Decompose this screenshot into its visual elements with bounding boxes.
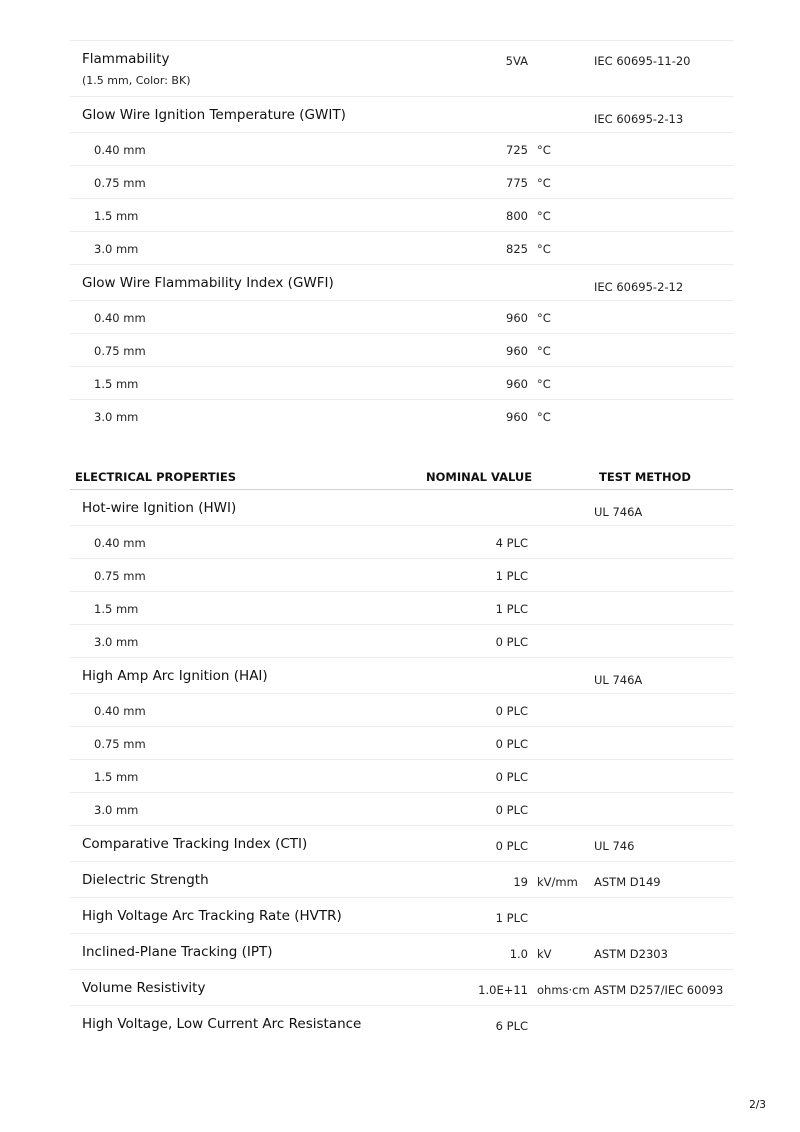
page-number: 2/3 <box>749 1099 766 1111</box>
hai-row <box>70 658 733 694</box>
property-name: Glow Wire Ignition Temperature (GWIT) <box>82 107 346 123</box>
nominal-value: 0 PLC <box>495 635 528 649</box>
hwi-subrow <box>70 625 733 658</box>
value-unit: °C <box>537 143 551 157</box>
gwit-subrow <box>70 166 733 199</box>
hai-subrow <box>70 760 733 793</box>
electrical-section-header <box>70 462 733 490</box>
value-unit: °C <box>537 209 551 223</box>
test-method: IEC 60695-11-20 <box>594 54 691 68</box>
nominal-value: 800 <box>506 209 528 223</box>
thickness-label: 0.75 mm <box>94 569 146 583</box>
property-note: (1.5 mm, Color: BK) <box>82 74 191 87</box>
value-unit: kV/mm <box>537 875 578 889</box>
nominal-value: 0 PLC <box>495 704 528 718</box>
nominal-value: 0 PLC <box>495 770 528 784</box>
gwit-subrow <box>70 232 733 265</box>
property-name: Inclined-Plane Tracking (IPT) <box>82 944 273 960</box>
gwfi-subrow <box>70 367 733 400</box>
hai-subrow <box>70 793 733 826</box>
test-method: ASTM D257/IEC 60093 <box>594 983 724 997</box>
hwi-subrow <box>70 559 733 592</box>
hai-subrow <box>70 727 733 760</box>
thickness-label: 3.0 mm <box>94 242 139 256</box>
nominal-value: 0 PLC <box>495 803 528 817</box>
property-name: High Voltage Arc Tracking Rate (HVTR) <box>82 908 342 924</box>
thickness-label: 0.40 mm <box>94 143 146 157</box>
value-unit: °C <box>537 242 551 256</box>
volume-resistivity-row <box>70 970 733 1006</box>
gwit-subrow <box>70 199 733 232</box>
cti-row <box>70 826 733 862</box>
nominal-value: 1 PLC <box>495 569 528 583</box>
value-unit: °C <box>537 311 551 325</box>
test-method: ASTM D149 <box>594 875 661 889</box>
nominal-value: 725 <box>506 143 528 157</box>
property-name: Dielectric Strength <box>82 872 209 888</box>
nominal-value: 825 <box>506 242 528 256</box>
thickness-label: 3.0 mm <box>94 410 139 424</box>
thickness-label: 0.75 mm <box>94 737 146 751</box>
thickness-label: 1.5 mm <box>94 377 139 391</box>
gwfi-subrow <box>70 334 733 367</box>
gwit-row <box>70 97 733 133</box>
property-name: Hot-wire Ignition (HWI) <box>82 500 237 516</box>
dielectric-strength-row <box>70 862 733 898</box>
test-method-heading: TEST METHOD <box>599 470 691 484</box>
property-value: 5VA <box>505 54 528 68</box>
thickness-label: 0.75 mm <box>94 344 146 358</box>
value-unit: °C <box>537 176 551 190</box>
flammability-row <box>70 40 733 97</box>
hvlc-row <box>70 1006 733 1042</box>
value-unit: °C <box>537 344 551 358</box>
hvtr-row <box>70 898 733 934</box>
hwi-row <box>70 490 733 526</box>
nominal-value: 0 PLC <box>495 737 528 751</box>
nominal-value: 775 <box>506 176 528 190</box>
thickness-label: 0.40 mm <box>94 536 146 550</box>
gwfi-subrow <box>70 400 733 433</box>
value-unit: °C <box>537 377 551 391</box>
thickness-label: 0.75 mm <box>94 176 146 190</box>
nominal-value: 0 PLC <box>495 839 528 853</box>
hai-subrow <box>70 694 733 727</box>
thickness-label: 1.5 mm <box>94 770 139 784</box>
test-method: UL 746 <box>594 839 635 853</box>
ipt-row <box>70 934 733 970</box>
thickness-label: 1.5 mm <box>94 602 139 616</box>
thickness-label: 1.5 mm <box>94 209 139 223</box>
nominal-value: 960 <box>506 377 528 391</box>
nominal-value-heading: NOMINAL VALUE <box>426 470 533 484</box>
nominal-value: 4 PLC <box>495 536 528 550</box>
property-name: High Voltage, Low Current Arc Resistance <box>82 1016 362 1032</box>
nominal-value: 19 <box>513 875 528 889</box>
thickness-label: 3.0 mm <box>94 803 139 817</box>
test-method: IEC 60695-2-13 <box>594 112 684 126</box>
property-name: Comparative Tracking Index (CTI) <box>82 836 308 852</box>
property-name: Volume Resistivity <box>82 980 206 996</box>
nominal-value: 1 PLC <box>495 911 528 925</box>
gwfi-subrow <box>70 301 733 334</box>
nominal-value: 960 <box>506 311 528 325</box>
section-title: ELECTRICAL PROPERTIES <box>75 470 237 484</box>
properties-sheet <box>70 40 733 1042</box>
test-method: IEC 60695-2-12 <box>594 280 684 294</box>
thickness-label: 0.40 mm <box>94 704 146 718</box>
nominal-value: 6 PLC <box>495 1019 528 1033</box>
nominal-value: 1 PLC <box>495 602 528 616</box>
nominal-value: 1.0 <box>509 947 528 961</box>
property-name: High Amp Arc Ignition (HAI) <box>82 668 268 684</box>
value-unit: °C <box>537 410 551 424</box>
hwi-subrow <box>70 526 733 559</box>
hwi-subrow <box>70 592 733 625</box>
property-name: Flammability <box>82 51 170 67</box>
gwit-subrow <box>70 133 733 166</box>
nominal-value: 960 <box>506 344 528 358</box>
nominal-value: 960 <box>506 410 528 424</box>
test-method: UL 746A <box>594 505 643 519</box>
value-unit: ohms·cm <box>537 983 590 997</box>
thickness-label: 3.0 mm <box>94 635 139 649</box>
thickness-label: 0.40 mm <box>94 311 146 325</box>
property-name: Glow Wire Flammability Index (GWFI) <box>82 275 334 291</box>
gwfi-row <box>70 265 733 301</box>
value-unit: kV <box>537 947 552 961</box>
nominal-value: 1.0E+11 <box>478 983 528 997</box>
test-method: UL 746A <box>594 673 643 687</box>
test-method: ASTM D2303 <box>594 947 668 961</box>
